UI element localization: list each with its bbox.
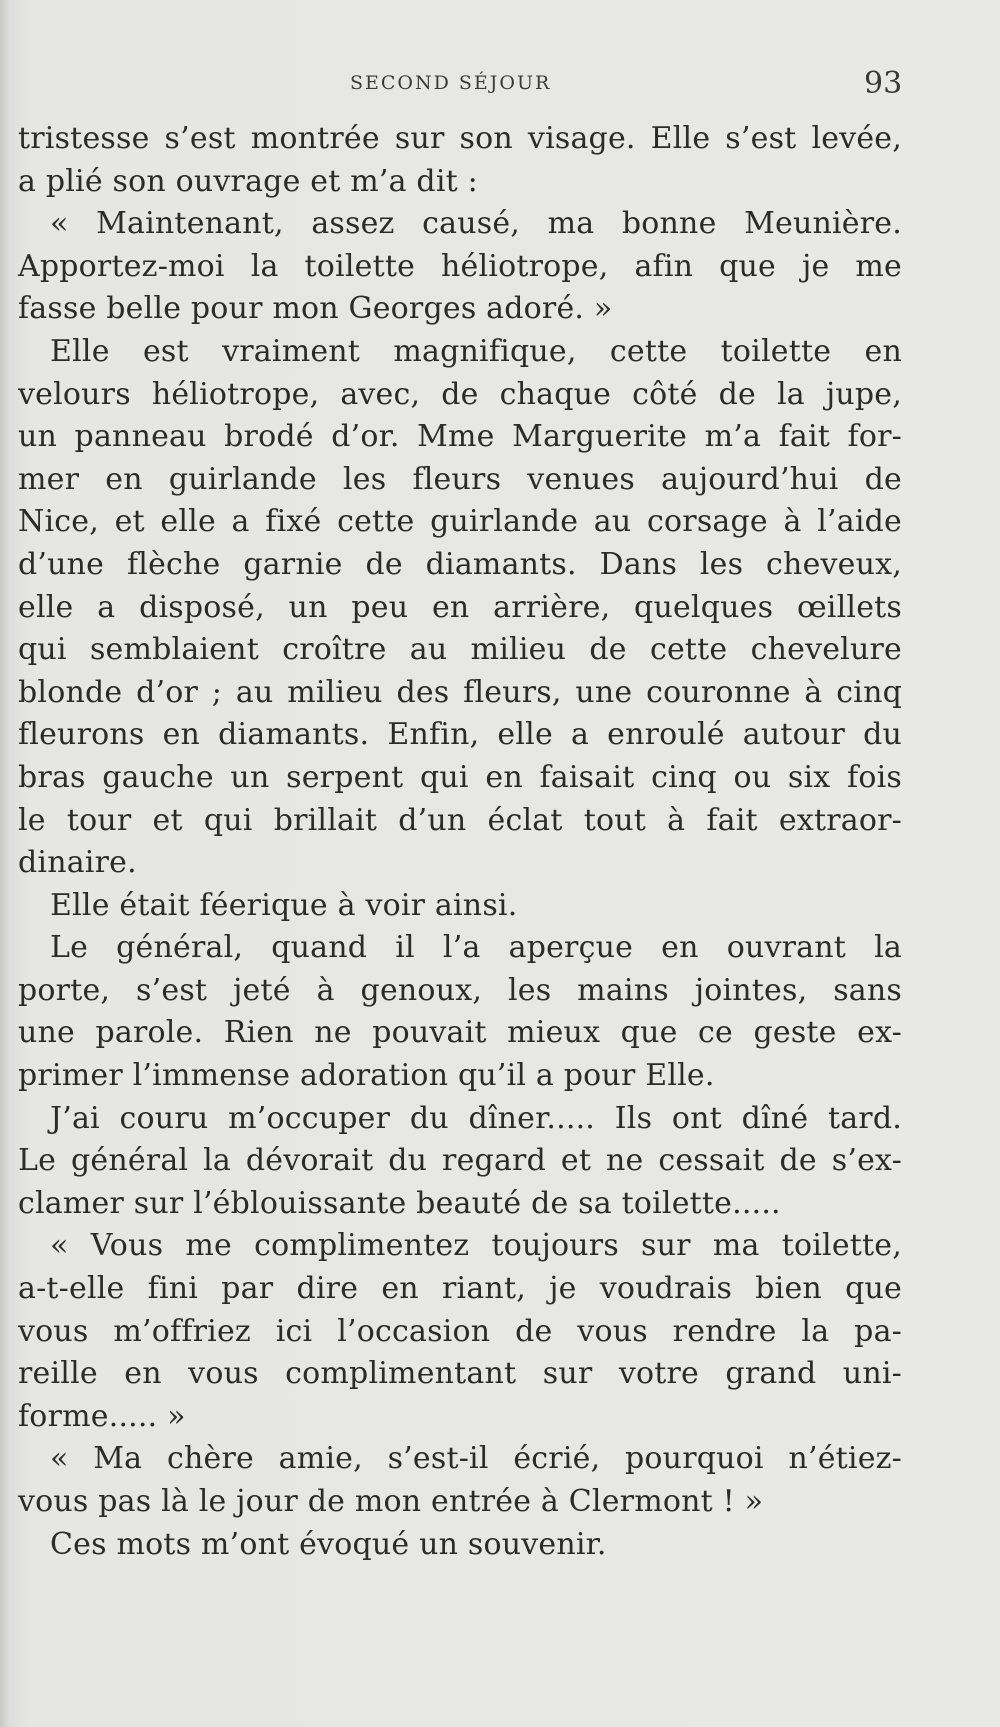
text-line: reille en vous complimentant sur votre grand uni- bbox=[18, 1356, 902, 1392]
text-line: elle a disposé, un peu en arrière, quelques œillets bbox=[18, 589, 902, 625]
text-line: clamer sur l’éblouissante beauté de sa toilette..... bbox=[18, 1185, 781, 1221]
text-line: blonde d’or ; au milieu des fleurs, une couronne à cinq bbox=[18, 674, 902, 710]
text-line: « Vous me complimentez toujours sur ma toilette, bbox=[50, 1228, 902, 1264]
text-line: Elle était féerique à voir ainsi. bbox=[50, 887, 518, 923]
text-line: dinaire. bbox=[18, 845, 137, 881]
text-line: primer l’immense adoration qu’il a pour Elle. bbox=[18, 1058, 715, 1094]
text-line: le tour et qui brillait d’un éclat tout à fait extraor- bbox=[18, 802, 902, 838]
text-line: Nice, et elle a fixé cette guirlande au corsage à l’aide bbox=[18, 504, 902, 540]
running-head: SECOND SÉJOUR bbox=[350, 72, 552, 94]
text-line: « Ma chère amie, s’est-il écrié, pourquoi n’étiez- bbox=[50, 1441, 902, 1477]
text-line: une parole. Rien ne pouvait mieux que ce geste ex- bbox=[18, 1015, 902, 1051]
text-line: « Maintenant, assez causé, ma bonne Meunière. bbox=[50, 206, 902, 242]
body-text bbox=[18, 118, 902, 1566]
text-line: J’ai couru m’occuper du dîner..... Ils ont dîné tard. bbox=[50, 1100, 902, 1136]
text-line: mer en guirlande les fleurs venues aujourd’hui de bbox=[18, 461, 902, 497]
text-line: a-t-elle fini par dire en riant, je voudrais bien que bbox=[18, 1271, 902, 1307]
page-header bbox=[0, 66, 1000, 106]
text-line: qui semblaient croître au milieu de cette chevelure bbox=[18, 632, 902, 668]
text-line: Le général la dévorait du regard et ne cessait de s’ex- bbox=[18, 1143, 902, 1179]
text-line: fasse belle pour mon Georges adoré. » bbox=[18, 291, 613, 327]
text-line: porte, s’est jeté à genoux, les mains jointes, sans bbox=[18, 972, 902, 1008]
text-line: tristesse s’est montrée sur son visage. Elle s’est levée, bbox=[18, 121, 902, 156]
text-line: Elle est vraiment magnifique, cette toilette en bbox=[50, 333, 902, 369]
page-number: 93 bbox=[864, 66, 903, 101]
text-line: bras gauche un serpent qui en faisait cinq ou six fois bbox=[18, 759, 902, 795]
text-line: forme..... » bbox=[18, 1398, 186, 1434]
text-line: Apportez-moi la toilette héliotrope, afin que je me bbox=[18, 248, 902, 284]
text-line: fleurons en diamants. Enfin, elle a enroulé autour du bbox=[18, 717, 902, 753]
text-line: Ces mots m’ont évoqué un souvenir. bbox=[50, 1526, 607, 1562]
text-line: un panneau brodé d’or. Mme Marguerite m’a fait for- bbox=[18, 419, 902, 455]
text-line: vous m’offriez ici l’occasion de vous rendre la pa- bbox=[18, 1313, 902, 1349]
text-line: d’une flèche garnie de diamants. Dans les cheveux, bbox=[18, 546, 902, 582]
text-line: Le général, quand il l’a aperçue en ouvrant la bbox=[50, 930, 902, 966]
text-line: a plié son ouvrage et m’a dit : bbox=[18, 163, 478, 199]
text-line: velours héliotrope, avec, de chaque côté de la jupe, bbox=[18, 376, 902, 412]
text-line: vous pas là le jour de mon entrée à Clermont ! » bbox=[18, 1484, 764, 1519]
